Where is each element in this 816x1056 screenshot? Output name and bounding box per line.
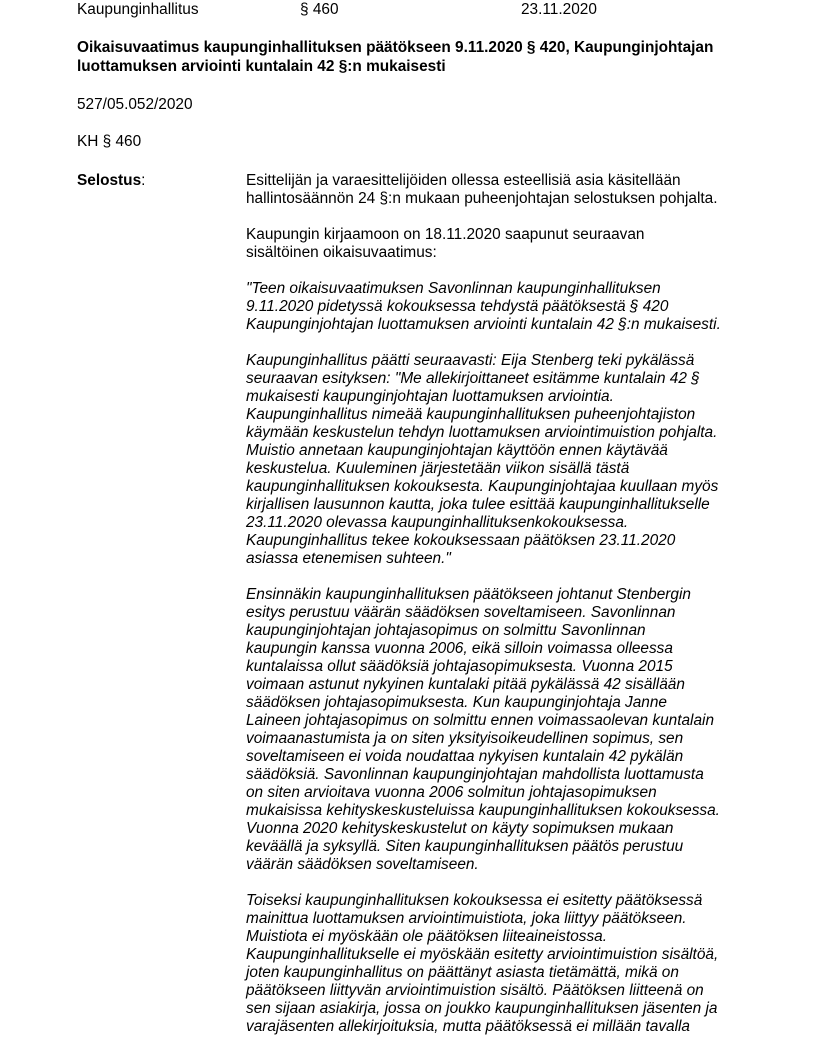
document-title	[77, 38, 777, 76]
kh-reference: KH § 460	[77, 133, 142, 150]
paragraph-line: soveltamiseen ei voida noudattaa nykyisen kuntalain 42 pykälän	[246, 748, 684, 765]
paragraph-line: "Teen oikaisuvaatimuksen Savonlinnan kaupunginhallituksen	[246, 280, 661, 297]
paragraph-line: voimaan astunut nykyinen kuntalaki pitää pykälässä 42 sisällään	[246, 676, 685, 693]
paragraph-line: päätökseen liittyvän arviointimuistion sisältö. Päätöksen liitteenä on	[246, 982, 704, 999]
paragraph-line: on siten arvioitava vuonna 2006 solmitun johtajasopimuksen	[246, 784, 657, 801]
paragraph-line: mukaisissa kehityskeskusteluissa kaupunginhallituksen kokouksessa.	[246, 802, 720, 819]
paragraph-line: Kaupunginhallitus päätti seuraavasti: Eija Stenberg teki pykälässä	[246, 352, 695, 369]
paragraph-line: Toiseksi kaupunginhallituksen kokouksessa ei esitetty päätöksessä	[246, 892, 703, 909]
paragraph-line: Kaupunginhallitus nimeää kaupunginhallituksen puheenjohtajiston	[246, 406, 696, 423]
section-label-text: Selostus	[77, 172, 142, 189]
paragraph-line: Kaupunginhallitus tekee kokouksessaan päätöksen 23.11.2020	[246, 532, 676, 549]
paragraph-line: Kaupunginjohtajan luottamuksen arviointi kuntalain 42 §:n mukaisesti.	[246, 316, 721, 333]
section-label-colon: :	[141, 172, 146, 189]
paragraph-line: mukaisesti kaupunginjohtajan luottamuksen arviointia.	[246, 388, 614, 405]
paragraph-line: Vuonna 2020 kehityskeskustelut on käyty sopimuksen mukaan	[246, 820, 674, 837]
paragraph-line: käymään keskustelun tehdyn luottamuksen arviointimuistion pohjalta.	[246, 424, 718, 441]
paragraph-line: voimaanastumista ja on siten yksityisoikeudellinen sopimus, sen	[246, 730, 684, 747]
paragraph-line: Kaupunginhallitukselle ei myöskään esitetty arviointimuistion sisältöä,	[246, 946, 719, 963]
paragraph-line: esitys perustuu väärän säädöksen soveltamiseen. Savonlinnan	[246, 604, 676, 621]
paragraph	[246, 586, 766, 874]
paragraph-line: kirjallisen lausunnon kautta, joka tulee esittää kaupunginhallitukselle	[246, 496, 710, 513]
paragraph-line: kaupunginhallituksen kokouksesta. Kaupunginjohtajaa kuullaan myös	[246, 478, 719, 495]
paragraph-line: säädöksen johtajasopimuksesta. Kun kaupunginjohtaja Janne	[246, 694, 667, 711]
paragraph-line: kaupungin kanssa vuonna 2006, eikä silloin voimassa olleessa	[246, 640, 673, 657]
paragraph-line: Muistio annetaan kaupunginjohtajan käyttöön ennen käytävää	[246, 442, 668, 459]
paragraph-line: asiassa etenemisen suhteen."	[246, 550, 451, 567]
paragraph-line: Esittelijän ja varaesittelijöiden ollessa esteellisiä asia käsitellään	[246, 172, 681, 189]
title-line: luottamuksen arviointi kuntalain 42 §:n mukaisesti	[77, 58, 446, 75]
paragraph-line: 9.11.2020 pidetyssä kokouksessa tehdystä päätöksestä § 420	[246, 298, 669, 315]
paragraph-line: Laineen johtajasopimus on solmittu ennen voimassaolevan kuntalain	[246, 712, 715, 729]
paragraph	[246, 172, 766, 208]
paragraph-line: hallintosäännön 24 §:n mukaan puheenjohtajan selostuksen pohjalta.	[246, 190, 718, 207]
paragraph-line: Muistiota ei myöskään ole päätöksen liiteaineistossa.	[246, 928, 608, 945]
paragraph	[246, 892, 766, 1036]
diary-number: 527/05.052/2020	[77, 96, 193, 113]
paragraph-line: säädöksiä. Savonlinnan kaupunginjohtajan mahdollista luottamusta	[246, 766, 704, 783]
paragraph-line: Ensinnäkin kaupunginhallituksen päätökseen johtanut Stenbergin	[246, 586, 691, 603]
paragraph-line: sen sijaan asiakirja, jossa on joukko kaupunginhallituksen jäsenten ja	[246, 1000, 718, 1017]
paragraph-line: 23.11.2020 olevassa kaupunginhallituksenkokouksessa.	[246, 514, 629, 531]
page-header	[77, 1, 777, 21]
paragraph-line: Kaupungin kirjaamoon on 18.11.2020 saapunut seuraavan	[246, 226, 645, 243]
section-body	[246, 172, 766, 1054]
paragraph-line: mainittua luottamuksen arviointimuistiota, joka liittyy päätökseen.	[246, 910, 687, 927]
header-date: 23.11.2020	[521, 1, 597, 18]
paragraph	[246, 226, 766, 262]
paragraph-line: sisältöinen oikaisuvaatimus:	[246, 244, 437, 261]
paragraph-line: keskustelua. Kuuleminen järjestetään viikon sisällä tästä	[246, 460, 630, 477]
paragraph-line: väärän säädöksen soveltamiseen.	[246, 856, 479, 873]
paragraph	[246, 280, 766, 334]
paragraph-line: kaupunginjohtajan johtajasopimus on solmittu Savonlinnan	[246, 622, 646, 639]
paragraph-line: joten kaupunginhallitus on päättänyt asiasta tietämättä, mikä on	[246, 964, 679, 981]
paragraph-line: varajäsenten allekirjoituksia, mutta päätöksessä ei millään tavalla	[246, 1018, 690, 1035]
paragraph	[246, 352, 766, 568]
paragraph-line: kuntalaissa ollut säädöksiä johtajasopimuksesta. Vuonna 2015	[246, 658, 673, 675]
paragraph-line: keväällä ja syksyllä. Siten kaupunginhallituksen päätös perustuu	[246, 838, 684, 855]
paragraph-line: seuraavan esityksen: "Me allekirjoittaneet esitämme kuntalain 42 §	[246, 370, 700, 387]
header-section: § 460	[300, 1, 339, 18]
header-body-name: Kaupunginhallitus	[77, 1, 199, 18]
title-line: Oikaisuvaatimus kaupunginhallituksen päätökseen 9.11.2020 § 420, Kaupunginjohtajan	[77, 39, 714, 56]
section-label	[77, 172, 145, 190]
